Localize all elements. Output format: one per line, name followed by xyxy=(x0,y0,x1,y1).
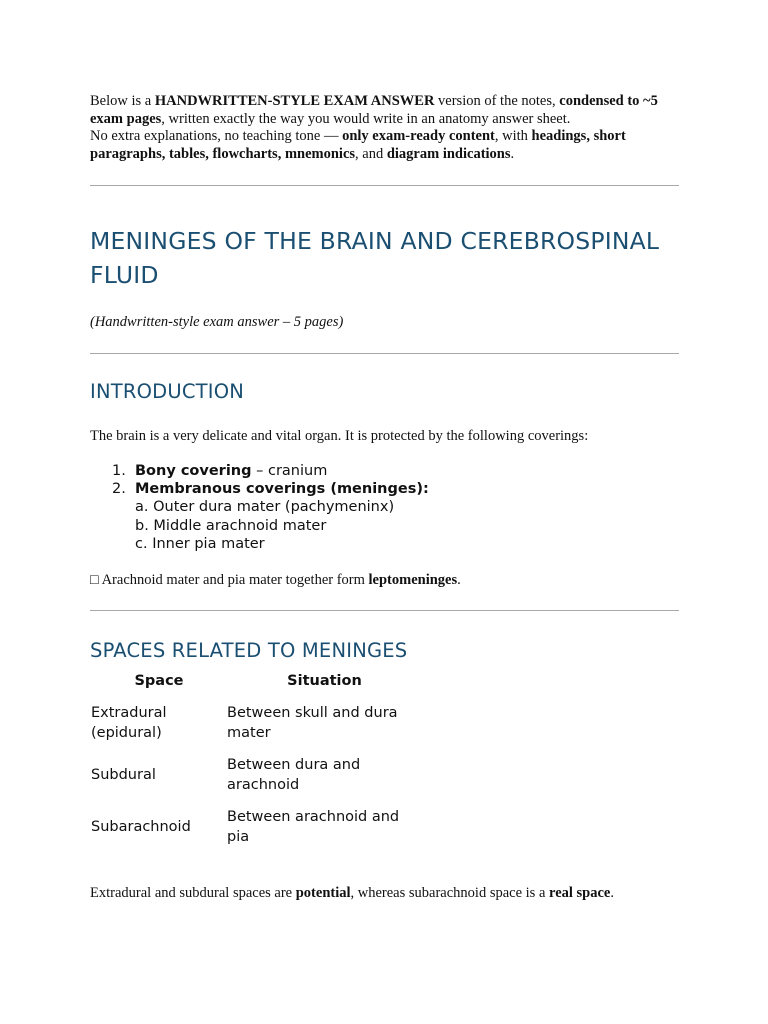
divider xyxy=(90,353,679,354)
list-item-bold: Bony covering xyxy=(135,463,252,479)
preface-paragraph xyxy=(90,93,680,163)
summary-bold: real space xyxy=(549,885,611,901)
list-item-bold: Membranous coverings (meninges): xyxy=(135,481,429,497)
list-item-text: – cranium xyxy=(251,463,328,479)
table-row xyxy=(90,801,422,853)
preface-text: , written exactly the way you would write in an anatomy answer sheet. xyxy=(161,110,571,127)
sub-list-item: c. Inner pia mater xyxy=(135,536,265,552)
preface-bold: condensed to ~5 exam pages xyxy=(90,93,658,127)
column-header-situation: Situation xyxy=(287,673,362,689)
situation-cell: Between arachnoid and pia xyxy=(227,809,400,845)
note-bold: leptomeninges xyxy=(368,572,458,588)
list-number: 2. xyxy=(112,481,126,497)
divider xyxy=(90,610,679,611)
note-text: . xyxy=(457,572,461,588)
summary-bold: potential xyxy=(295,885,351,901)
checkbox-icon: □ xyxy=(90,572,99,588)
sub-list-item: a. Outer dura mater (pachymeninx) xyxy=(135,499,395,515)
preface-bold: only exam-ready content xyxy=(342,128,495,144)
spaces-heading: SPACES RELATED TO MENINGES xyxy=(90,639,408,662)
leptomeninges-note xyxy=(90,571,461,589)
space-cell: Subarachnoid xyxy=(91,819,191,835)
preface-text: No extra explanations, no teaching tone — xyxy=(90,128,343,144)
preface-bold: HANDWRITTEN-STYLE EXAM ANSWER xyxy=(154,93,435,109)
situation-cell: Between skull and dura mater xyxy=(227,705,398,741)
preface-bold: diagram indications xyxy=(386,145,511,162)
spaces-summary xyxy=(90,884,614,902)
list-item xyxy=(90,462,394,480)
space-cell: Subdural xyxy=(91,767,156,783)
list-item xyxy=(90,480,429,498)
preface-text: Below is a xyxy=(90,93,155,109)
preface-bold: headings, short paragraphs, tables, flowcharts, mnemonics xyxy=(90,128,626,162)
page-title: MENINGES OF THE BRAIN AND CEREBROSPINAL FLUID xyxy=(90,227,660,289)
summary-text: , whereas subarachnoid space is a xyxy=(350,885,550,901)
preface-text: , and xyxy=(355,145,387,162)
introduction-lead: The brain is a very delicate and vital organ. It is protected by the following coverings: xyxy=(90,428,589,444)
summary-text: Extradural and subdural spaces are xyxy=(90,885,296,901)
table-header-row xyxy=(90,670,422,697)
list-number: 1. xyxy=(112,463,126,479)
sub-list-item: b. Middle arachnoid mater xyxy=(135,517,327,534)
page-subtitle: (Handwritten-style exam answer – 5 pages) xyxy=(90,314,344,330)
summary-text: . xyxy=(610,885,614,901)
coverings-list xyxy=(90,462,429,554)
column-header-space: Space xyxy=(134,673,184,689)
situation-cell: Between dura and arachnoid xyxy=(227,757,361,793)
note-text: Arachnoid mater and pia mater together form xyxy=(98,572,369,588)
space-cell: Extradural (epidural) xyxy=(91,705,167,741)
introduction-heading: INTRODUCTION xyxy=(90,380,245,403)
table-row xyxy=(90,749,422,801)
preface-text: . xyxy=(510,145,515,162)
preface-text: , with xyxy=(494,128,532,144)
preface-text: version of the notes, xyxy=(434,93,560,109)
table-row xyxy=(90,697,422,749)
divider xyxy=(90,185,679,186)
spaces-table xyxy=(90,670,422,853)
